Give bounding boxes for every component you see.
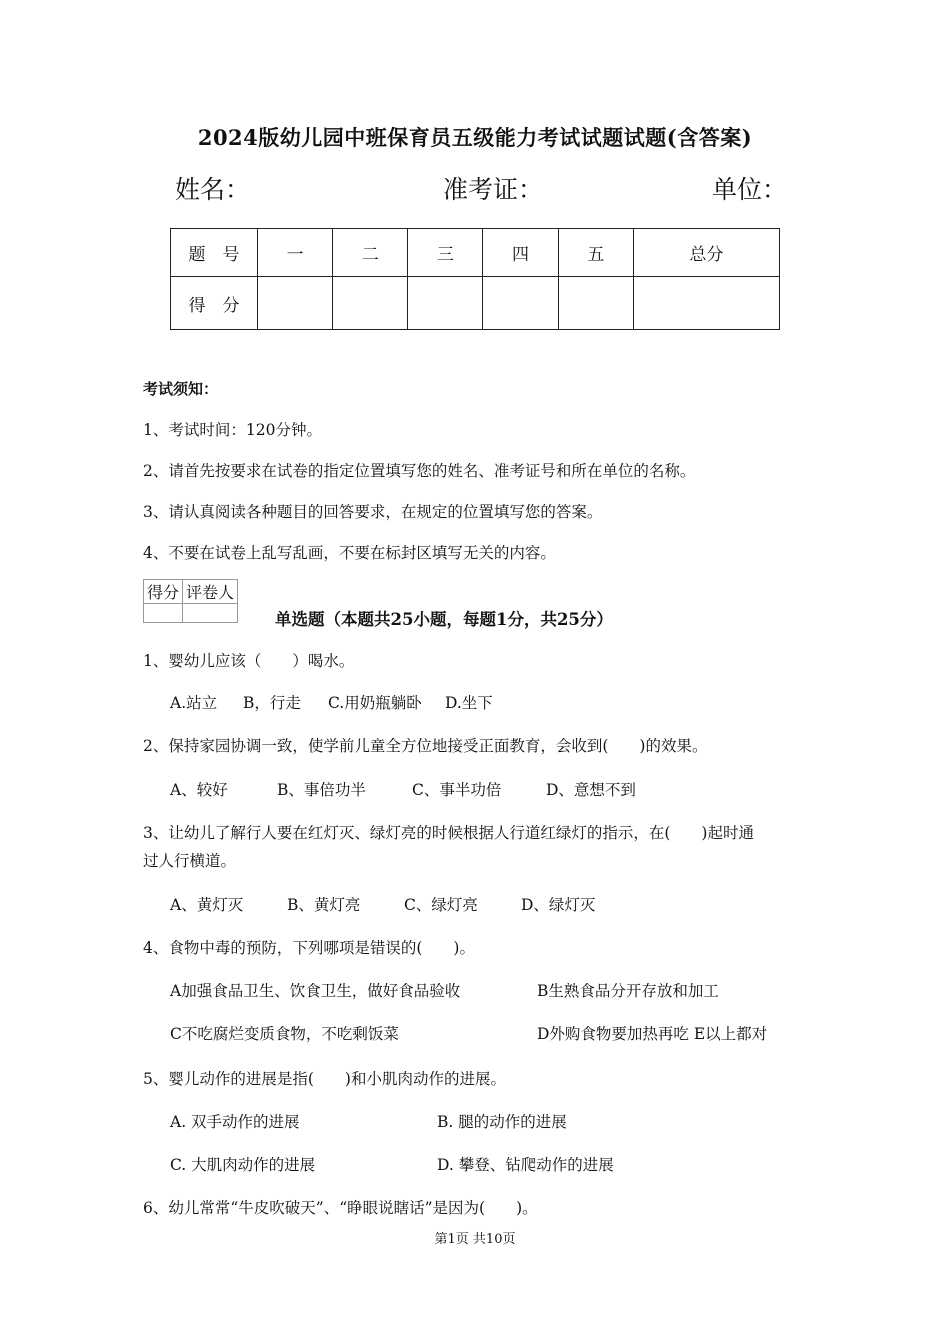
question-option: C. 大肌肉动作的进展 (170, 1156, 316, 1174)
question-stem: 1、婴幼儿应该（ ）喝水。 (143, 652, 355, 670)
grader-box-header-row (144, 580, 238, 604)
question-option: C.用奶瓶躺卧 (328, 694, 422, 712)
document-title: 2024版幼儿园中班保育员五级能力考试试题试题(含答案) (197, 125, 753, 150)
grader-box-grader-label: 评卷人 (183, 580, 238, 604)
question-option: C不吃腐烂变质食物，不吃剩饭菜 (170, 1025, 399, 1043)
score-row-label: 得 分 (171, 277, 258, 330)
score-table-header-cell: 二 (333, 229, 408, 277)
question-option: A、黄灯灭 (170, 896, 244, 914)
grader-box-score-cell[interactable] (144, 604, 183, 623)
score-table-header-cell: 题 号 (171, 229, 258, 277)
question-option: D、绿灯灭 (521, 896, 596, 914)
question-option: B生熟食品分开存放和加工 (537, 982, 719, 1000)
question-option: A. 双手动作的进展 (170, 1113, 300, 1131)
score-table-header-cell: 五 (558, 229, 633, 277)
name-field-label: 姓名： (175, 175, 251, 204)
score-table (170, 228, 780, 330)
score-cell[interactable] (633, 277, 779, 330)
score-table-header-cell: 总分 (633, 229, 779, 277)
notice-item: 3、请认真阅读各种题目的回答要求，在规定的位置填写您的答案。 (143, 503, 603, 521)
score-cell[interactable] (408, 277, 483, 330)
question-option: D、意想不到 (546, 781, 636, 799)
score-cell[interactable] (333, 277, 408, 330)
question-option: B，行走 (243, 694, 301, 712)
grader-box-score-label: 得分 (144, 580, 183, 604)
question-option: C、事半功倍 (412, 781, 502, 799)
question-option: A.站立 (170, 694, 218, 712)
question-option: B、黄灯亮 (287, 896, 361, 914)
exam-id-field-label: 准考证： (443, 175, 544, 204)
notice-heading: 考试须知： (143, 380, 219, 398)
question-option: D外购食物要加热再吃 E以上都对 (537, 1025, 768, 1043)
score-table-score-row (171, 277, 780, 330)
section-heading: 单选题（本题共25小题，每题1分，共25分） (275, 610, 613, 629)
question-option: A、较好 (170, 781, 228, 799)
score-cell[interactable] (258, 277, 333, 330)
grader-box-blank-row (144, 604, 238, 623)
question-option: D.坐下 (445, 694, 493, 712)
grader-box-grader-cell[interactable] (183, 604, 238, 623)
score-table-header-row (171, 229, 780, 277)
notice-item: 4、不要在试卷上乱写乱画，不要在标封区填写无关的内容。 (143, 544, 556, 562)
page-footer: 第1页 共10页 (434, 1232, 516, 1247)
question-stem: 6、幼儿常常“牛皮吹破天”、“睁眼说瞎话”是因为( )。 (143, 1199, 538, 1217)
score-cell[interactable] (483, 277, 558, 330)
notice-item: 1、考试时间：120分钟。 (143, 421, 322, 439)
grader-box (143, 579, 238, 623)
question-stem: 2、保持家园协调一致，使学前儿童全方位地接受正面教育，会收到( )的效果。 (143, 737, 708, 755)
question-option: C、绿灯亮 (404, 896, 478, 914)
score-cell[interactable] (558, 277, 633, 330)
question-stem: 5、婴儿动作的进展是指( )和小肌肉动作的进展。 (143, 1070, 506, 1088)
score-table-header-cell: 四 (483, 229, 558, 277)
notice-item: 2、请首先按要求在试卷的指定位置填写您的姓名、准考证号和所在单位的名称。 (143, 462, 696, 480)
question-stem: 4、食物中毒的预防，下列哪项是错误的( )。 (143, 939, 475, 957)
unit-field-label: 单位： (712, 175, 788, 204)
question-option: A加强食品卫生、饮食卫生，做好食品验收 (170, 982, 461, 1000)
question-option: D. 攀登、钻爬动作的进展 (437, 1156, 614, 1174)
question-option: B、事倍功半 (277, 781, 366, 799)
score-table-header-cell: 一 (258, 229, 333, 277)
question-option: B. 腿的动作的进展 (437, 1113, 567, 1131)
score-table-header-cell: 三 (408, 229, 483, 277)
question-stem-continuation: 过人行横道。 (143, 852, 237, 870)
question-stem: 3、让幼儿了解行人要在红灯灭、绿灯亮的时候根据人行道红绿灯的指示，在( )起时通 (143, 824, 754, 842)
